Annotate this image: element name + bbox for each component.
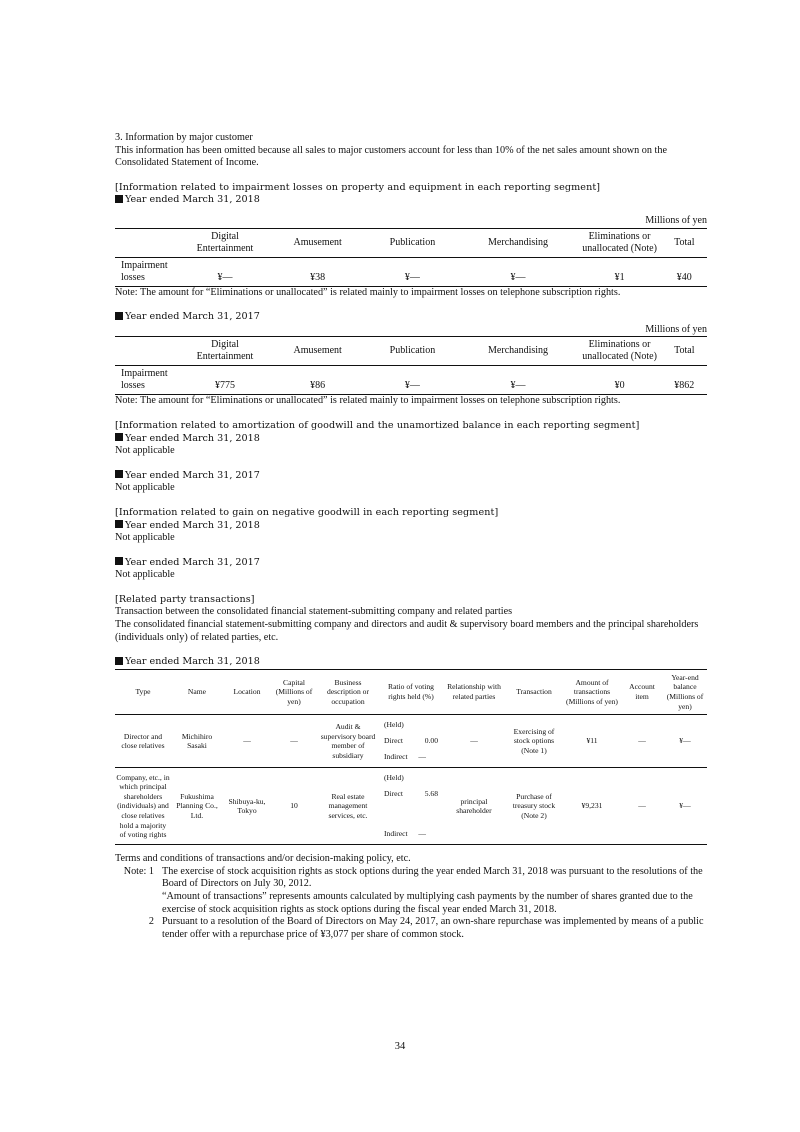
note-text: The exercise of stock acquisition rights as stock options during the year ended March 31, 2018 was pursuant to the resolutions of the Board of Directors on July 30, 2012.	[162, 865, 703, 890]
table-cell: Exercising of stock options (Note 1)	[513, 726, 555, 756]
col-header: Eliminations or unallocated (Note)	[582, 339, 657, 363]
table-cell: —	[243, 736, 251, 746]
document-page	[115, 132, 707, 941]
table-cell: ¥11	[586, 736, 598, 746]
col-header: Publication	[389, 236, 436, 248]
col-header: Name	[187, 687, 207, 697]
table-cell: ¥—	[217, 271, 233, 283]
col-header: Eliminations or unallocated (Note)	[582, 230, 657, 254]
note-number: 2	[148, 916, 154, 928]
table-cell: —	[470, 736, 478, 746]
table-cell: ¥86	[310, 380, 326, 392]
related-heading: [Related party transactions]	[115, 593, 255, 605]
impairment-2018-year: Year ended March 31, 2018	[115, 194, 707, 207]
direct-label: Direct	[384, 789, 403, 799]
related-line2: The consolidated financial statement-submitting company and directors and audit & supervisory board members and the principal shareholders (individuals only) of related parties, etc.	[115, 619, 699, 643]
col-header: Publication	[389, 345, 436, 357]
impairment-note: Note: The amount for “Eliminations or unallocated” is related mainly to impairment losses on telephone subscription rights.	[115, 286, 621, 298]
col-header: Relationship with related parties	[447, 682, 501, 702]
notes-block	[115, 866, 707, 942]
table-row	[115, 715, 707, 768]
table-cell: —	[290, 736, 298, 746]
indirect-value: —	[418, 829, 426, 839]
table-cell: ¥—	[404, 380, 420, 392]
col-header: Amount of transactions (Millions of yen)	[566, 677, 618, 706]
goodwill-2017-year: Year ended March 31, 2017	[115, 470, 707, 483]
related-party-table	[115, 669, 707, 845]
col-header: Location	[233, 687, 261, 697]
table-cell: —	[638, 736, 646, 746]
row-label: Impairment losses	[121, 259, 168, 283]
table-cell: ¥40	[676, 271, 692, 283]
table-cell: ¥775	[215, 380, 235, 392]
direct-value: 5.68	[424, 789, 438, 799]
table-cell: ¥—	[510, 271, 526, 283]
related-line1: Transaction between the consolidated financial statement-submitting company and related parties	[115, 606, 513, 618]
col-header: Total	[674, 345, 695, 357]
table-row	[115, 366, 707, 395]
table-cell: ¥1	[614, 271, 625, 283]
table-cell: principal shareholder	[456, 796, 492, 816]
impairment-heading: [Information related to impairment losses on property and equipment in each reporting segment]	[115, 181, 601, 193]
table-cell: Michihiro Sasaki	[181, 731, 213, 751]
negative-goodwill-2018-text: Not applicable	[115, 532, 175, 544]
goodwill-heading: [Information related to amortization of goodwill and the unamortized balance in each reporting segment]	[115, 419, 640, 431]
indirect-label: Indirect	[384, 752, 408, 762]
held-label: (Held)	[384, 720, 404, 730]
col-header: Amusement	[293, 345, 342, 357]
row-label: Impairment losses	[121, 368, 168, 392]
impairment-table-2018	[115, 228, 707, 287]
negative-goodwill-heading: [Information related to gain on negative goodwill in each reporting segment]	[115, 506, 499, 518]
table-cell: Company, etc., in which principal shareholders (individuals) and close relatives hold a majority of voting rights	[116, 772, 170, 840]
impairment-table-2017	[115, 336, 707, 395]
table-cell: Fukushima Planning Co., Ltd.	[176, 791, 218, 821]
held-label: (Held)	[384, 773, 404, 783]
impairment-note: Note: The amount for “Eliminations or unallocated” is related mainly to impairment losses on telephone subscription rights.	[115, 395, 621, 407]
table-row	[115, 257, 707, 286]
unit-label: Millions of yen	[645, 323, 707, 335]
table-cell: ¥0	[614, 380, 625, 392]
direct-value: 0.00	[424, 736, 438, 746]
table-row	[115, 768, 707, 845]
table-cell: ¥—	[404, 271, 420, 283]
related-year: Year ended March 31, 2018	[115, 656, 707, 669]
note-text: Pursuant to a resolution of the Board of Directors on May 24, 2017, an own-share repurchase was implemented by means of a public tender offer with a repurchase price of ¥3,077 per share of common stock.	[162, 916, 704, 940]
col-header: Digital Entertainment	[196, 230, 254, 254]
table-cell: ¥9,231	[581, 801, 603, 811]
voting-ratio-cell	[379, 768, 443, 845]
col-header: Ratio of voting rights held (%)	[388, 682, 434, 702]
goodwill-2018-year: Year ended March 31, 2018	[115, 433, 707, 446]
note-text: “Amount of transactions” represents amounts calculated by multiplying cash payments by the number of shares granted due to the exercise of stock acquisition rights as stock options during the fiscal year ended March 31, 2018.	[162, 891, 693, 915]
table-cell: Shibuya-ku, Tokyo	[228, 796, 266, 816]
table-cell: 10	[290, 801, 298, 811]
square-bullet-icon	[115, 312, 123, 320]
note-number: Note: 1	[123, 865, 154, 877]
table-cell: Purchase of treasury stock (Note 2)	[512, 791, 556, 821]
table-cell: ¥38	[310, 271, 326, 283]
table-cell: ¥—	[510, 380, 526, 392]
negative-goodwill-2017-year: Year ended March 31, 2017	[115, 557, 707, 570]
table-cell: ¥—	[679, 801, 691, 811]
section-heading: 3. Information by major customer	[115, 132, 253, 143]
square-bullet-icon	[115, 557, 123, 565]
square-bullet-icon	[115, 520, 123, 528]
section-text: This information has been omitted because all sales to major customers account for less than 10% of the net sales amount shown on the Consolidated Statement of Income.	[115, 144, 667, 169]
table-cell: ¥862	[674, 380, 695, 392]
square-bullet-icon	[115, 470, 123, 478]
terms-heading: Terms and conditions of transactions and/or decision-making policy, etc.	[115, 853, 411, 865]
table-cell: ¥—	[679, 736, 691, 746]
col-header: Amusement	[293, 236, 342, 248]
table-cell: Director and close relatives	[121, 731, 165, 751]
col-header: Type	[135, 687, 151, 697]
impairment-2017-year: Year ended March 31, 2017	[115, 311, 707, 324]
page-number: 34	[394, 1041, 406, 1052]
square-bullet-icon	[115, 433, 123, 441]
col-header: Digital Entertainment	[196, 339, 254, 363]
table-cell: Audit & supervisory board member of subsidiary	[320, 722, 376, 760]
square-bullet-icon	[115, 195, 123, 203]
col-header: Merchandising	[488, 345, 549, 357]
negative-goodwill-2017-text: Not applicable	[115, 569, 175, 581]
col-header: Year-end balance (Millions of yen)	[666, 672, 704, 711]
indirect-label: Indirect	[384, 829, 408, 839]
indirect-value: —	[418, 752, 426, 762]
col-header: Account item	[629, 682, 655, 702]
square-bullet-icon	[115, 657, 123, 665]
unit-label: Millions of yen	[645, 214, 707, 226]
goodwill-2017-text: Not applicable	[115, 482, 175, 494]
direct-label: Direct	[384, 736, 403, 746]
col-header: Merchandising	[488, 236, 549, 248]
table-cell: —	[638, 801, 646, 811]
table-cell: Real estate management services, etc.	[328, 791, 368, 821]
col-header: Total	[674, 236, 695, 248]
voting-ratio-cell	[379, 715, 443, 768]
col-header: Capital (Millions of yen)	[275, 677, 313, 706]
goodwill-2018-text: Not applicable	[115, 445, 175, 457]
negative-goodwill-2018-year: Year ended March 31, 2018	[115, 520, 707, 533]
col-header: Transaction	[516, 687, 552, 697]
col-header: Business description or occupation	[327, 677, 369, 706]
